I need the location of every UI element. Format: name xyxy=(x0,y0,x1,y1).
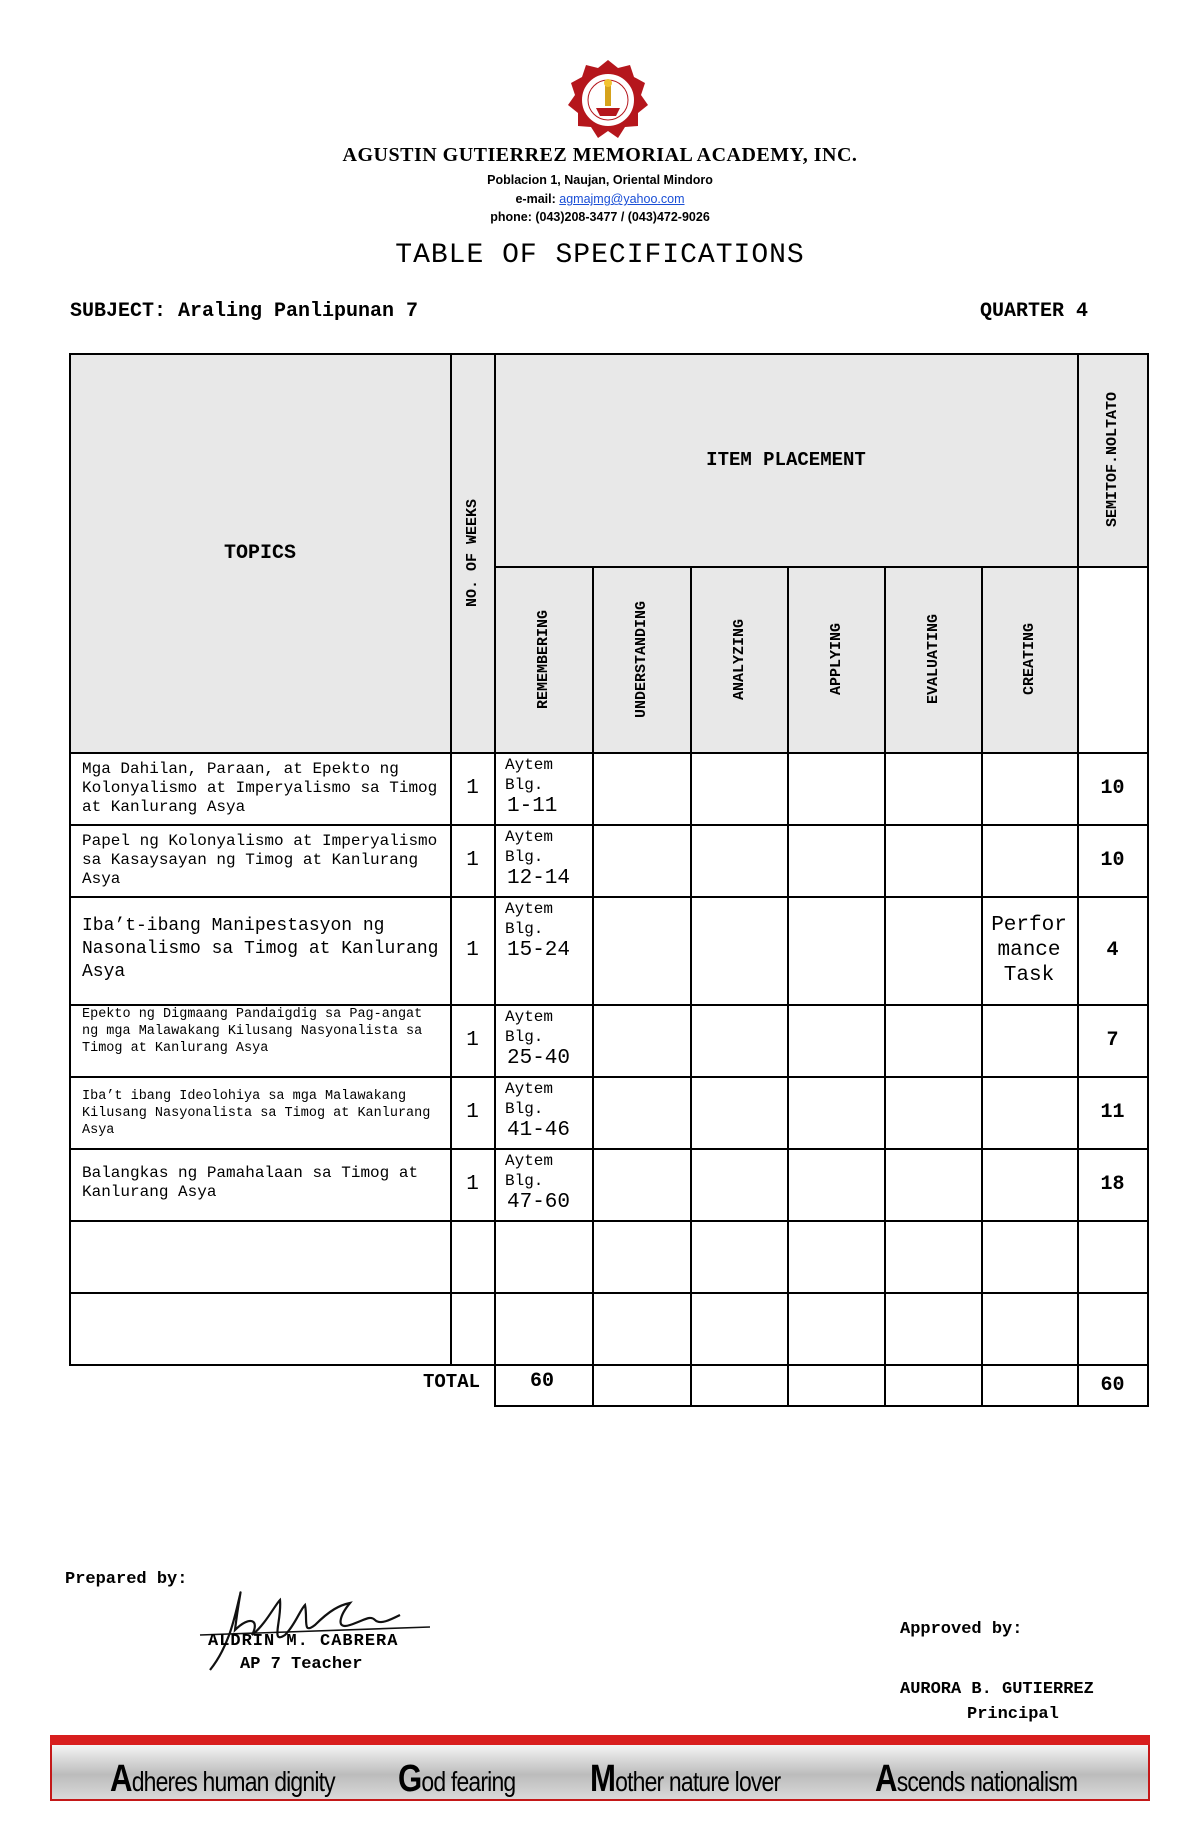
motto-2-initial: G xyxy=(398,1758,422,1800)
aytem-row-6 xyxy=(495,1149,592,1220)
weeks-header: NO. OF WEEKS xyxy=(464,498,481,608)
weeks-row-4: 1 xyxy=(466,1029,479,1052)
motto-2 xyxy=(398,1758,515,1801)
aytem-range-row-6: 47-60 xyxy=(507,1191,571,1214)
item-placement-header: ITEM PLACEMENT xyxy=(706,449,866,471)
prepared-by-label: Prepared by: xyxy=(65,1570,188,1589)
motto-3-text: other nature lover xyxy=(615,1766,781,1797)
aytem-range-row-5: 41-46 xyxy=(507,1119,571,1142)
preparer-name: ALDRIN M. CABRERA xyxy=(208,1632,399,1651)
weeks-row-6: 1 xyxy=(466,1173,479,1196)
grid-line xyxy=(70,896,1148,898)
level-creating: CREATING xyxy=(1021,623,1038,696)
level-evaluating: EVALUATING xyxy=(924,614,942,705)
level-applying-cell xyxy=(788,567,884,752)
creating-row-3: Performance Task xyxy=(991,914,1067,987)
school-phone: phone: (043)208-3477 / (043)472-9026 xyxy=(490,210,710,224)
level-understanding: UNDERSTANDING xyxy=(633,600,650,719)
grid-line xyxy=(884,566,886,1407)
items-row-4: 7 xyxy=(1106,1029,1119,1052)
aytem-row-1 xyxy=(495,753,592,824)
items-row-1: 10 xyxy=(1100,777,1125,800)
approver-name: AURORA B. GUTIERREZ xyxy=(900,1680,1094,1699)
aytem-label-row-1: Aytem Blg. xyxy=(505,756,554,794)
school-email xyxy=(0,192,1200,206)
aytem-label-row-2: Aytem Blg. xyxy=(505,828,554,866)
total-items: 60 xyxy=(1100,1373,1125,1397)
motto-3 xyxy=(590,1758,780,1801)
grid-line xyxy=(690,566,692,1407)
footer-banner-stripe xyxy=(50,1735,1150,1745)
level-analyzing: ANALYZING xyxy=(730,618,748,700)
items-row-2: 10 xyxy=(1100,849,1125,872)
weeks-row-2: 1 xyxy=(466,849,479,872)
grid-line xyxy=(70,1364,1148,1366)
level-applying: APPLYING xyxy=(827,623,845,696)
aytem-range-row-3: 15-24 xyxy=(507,939,571,962)
grid-line xyxy=(787,566,789,1407)
topic-row-5: Iba’t ibang Ideolohiya sa mga Malawakang Kilusang Nasyonalista sa Timog at Kanlurang Asya xyxy=(82,1089,431,1138)
items-row-3: 4 xyxy=(1106,939,1119,962)
grid-line xyxy=(70,353,1148,355)
email-label: e-mail: xyxy=(515,192,560,206)
motto-1-initial: A xyxy=(110,1758,132,1800)
grid-line xyxy=(70,1220,1148,1222)
grid-line xyxy=(69,353,71,1366)
level-evaluating-cell xyxy=(885,567,981,752)
motto-4 xyxy=(875,1758,1077,1801)
motto-4-initial: A xyxy=(875,1758,897,1800)
grid-line xyxy=(70,1148,1148,1150)
total-items-header: SEMITOF.NOLTATO xyxy=(1104,392,1121,528)
level-analyzing-cell xyxy=(691,567,787,752)
topic-row-1: Mga Dahilan, Paraan, at Epekto ng Kolonyalismo at Imperyalismo sa Timog at Kanlurang Asya xyxy=(82,760,438,816)
motto-1 xyxy=(110,1758,335,1801)
topic-row-4: Epekto ng Digmaang Pandaigdig sa Pag-angat ng mga Malawakang Kilusang Nasyonalista sa Timog at Kanlurang Asya xyxy=(82,1007,423,1056)
grid-line xyxy=(70,1076,1148,1078)
items-row-6: 18 xyxy=(1100,1173,1125,1196)
aytem-label-row-4: Aytem Blg. xyxy=(505,1008,554,1046)
aytem-label-row-6: Aytem Blg. xyxy=(505,1152,554,1190)
aytem-range-row-4: 25-40 xyxy=(507,1047,571,1070)
level-creating-cell xyxy=(982,567,1077,752)
grid-line xyxy=(70,1004,1148,1006)
weeks-row-1: 1 xyxy=(466,777,479,800)
school-seal-logo xyxy=(566,58,650,142)
motto-1-text: dheres human dignity xyxy=(131,1766,335,1797)
topic-row-2: Papel ng Kolonyalismo at Imperyalismo sa Kasaysayan ng Timog at Kanlurang Asya xyxy=(82,832,438,888)
aytem-range-row-2: 12-14 xyxy=(507,867,571,890)
grid-line xyxy=(981,566,983,1407)
aytem-range-row-1: 1-11 xyxy=(507,795,558,818)
school-name: AGUSTIN GUTIERREZ MEMORIAL ACADEMY, INC. xyxy=(342,144,858,166)
approver-title: Principal xyxy=(967,1705,1059,1724)
topic-row-6: Balangkas ng Pamahalaan sa Timog at Kanlurang Asya xyxy=(82,1164,419,1201)
motto-3-initial: M xyxy=(590,1758,616,1800)
topic-row-3: Iba’t-ibang Manipestasyon ng Nasonalismo sa Timog at Kanlurang Asya xyxy=(82,916,439,982)
school-address: Poblacion 1, Naujan, Oriental Mindoro xyxy=(487,173,713,187)
items-row-5: 11 xyxy=(1100,1101,1125,1124)
grid-line xyxy=(592,566,594,1407)
grid-line xyxy=(1147,353,1149,1407)
total-remembering: 60 xyxy=(530,1370,555,1393)
aytem-row-3 xyxy=(495,897,592,1004)
grid-line xyxy=(494,353,496,1407)
aytem-row-4 xyxy=(495,1005,592,1076)
grid-line xyxy=(1077,353,1079,1407)
level-understanding-cell xyxy=(593,567,690,752)
aytem-label-row-5: Aytem Blg. xyxy=(505,1080,554,1118)
topics-header: TOPICS xyxy=(223,541,296,565)
approved-by-label: Approved by: xyxy=(900,1620,1023,1639)
aytem-row-2 xyxy=(495,825,592,896)
email-link[interactable]: agmajmg@yahoo.com xyxy=(559,192,685,206)
motto-4-text: scends nationalism xyxy=(896,1766,1078,1797)
motto-2-text: od fearing xyxy=(421,1766,516,1797)
grid-line xyxy=(70,752,1148,754)
weeks-row-5: 1 xyxy=(466,1101,479,1124)
document-title: TABLE OF SPECIFICATIONS xyxy=(395,240,805,271)
total-items-header-cell xyxy=(1078,354,1147,566)
preparer-title: AP 7 Teacher xyxy=(240,1655,363,1674)
weeks-row-3: 1 xyxy=(466,939,479,962)
level-remembering: REMEMBERING xyxy=(535,609,552,710)
grid-line xyxy=(70,824,1148,826)
weeks-header-cell xyxy=(451,354,494,752)
quarter-label: QUARTER 4 xyxy=(980,300,1089,323)
aytem-row-5 xyxy=(495,1077,592,1148)
aytem-label-row-3: Aytem Blg. xyxy=(505,900,554,938)
grid-line xyxy=(450,353,452,1366)
subject-label: SUBJECT: Araling Panlipunan 7 xyxy=(70,300,419,323)
level-remembering-cell xyxy=(495,567,592,752)
grid-line xyxy=(70,1292,1148,1294)
total-label: TOTAL xyxy=(422,1371,480,1393)
